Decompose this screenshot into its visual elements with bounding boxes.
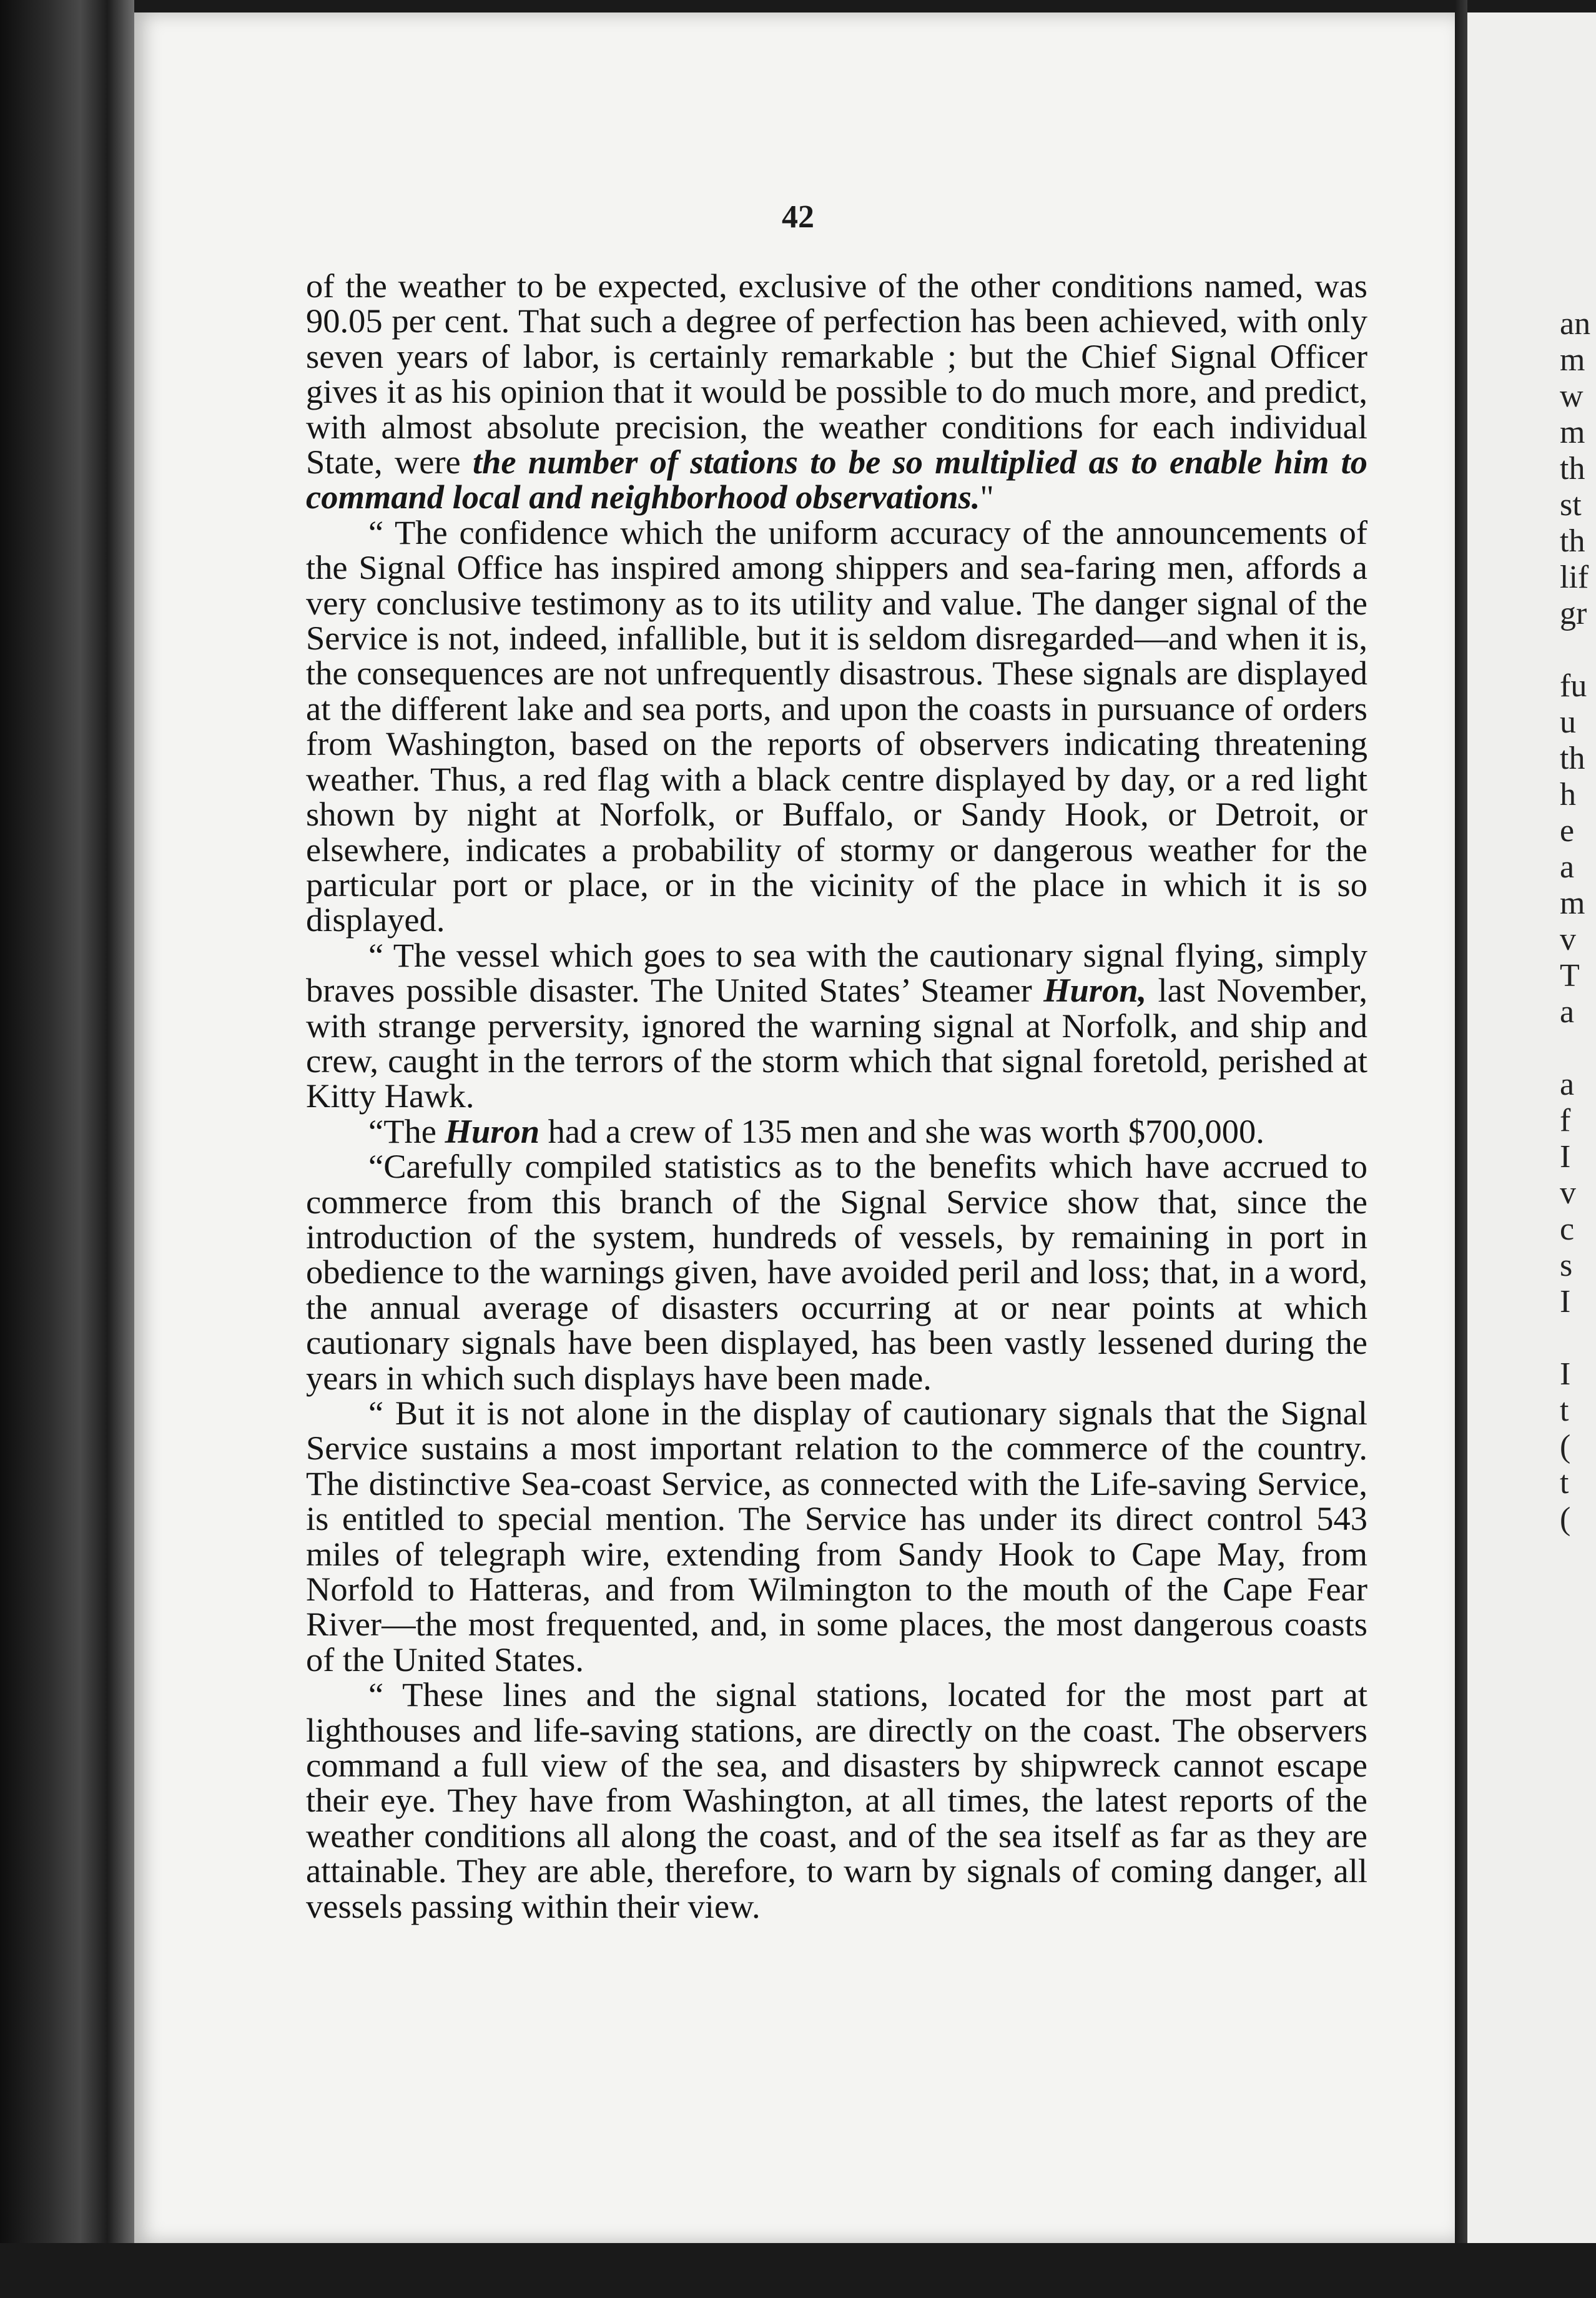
- adjacent-page-fragment: f: [1560, 1103, 1571, 1138]
- adjacent-page-fragment: [1560, 1574, 1596, 1610]
- adjacent-page-fragment: s: [1560, 1248, 1573, 1283]
- adjacent-page-fragment: h: [1560, 777, 1576, 812]
- adjacent-page-fragment: (: [1560, 1501, 1571, 1537]
- adjacent-page-fragment: I: [1560, 1356, 1571, 1392]
- adjacent-page-fragment: a: [1560, 994, 1575, 1030]
- adjacent-page-fragment: st: [1560, 487, 1582, 523]
- adjacent-page-fragment: [1560, 2189, 1596, 2226]
- text-run: “ The vessel which goes to sea with the cautionary signal flying, simply braves possible disaster. The United States’ Steamer: [306, 935, 1367, 1010]
- adjacent-page-fragment: w: [1560, 378, 1584, 414]
- adjacent-page-fragment: [1560, 1537, 1596, 1574]
- adjacent-page-fragment: [1560, 1682, 1596, 1719]
- adjacent-page-fragment: t: [1560, 1465, 1569, 1501]
- adjacent-page-fragment: [1560, 2226, 1596, 2262]
- adjacent-page-fragment: e: [1560, 813, 1575, 849]
- book-spine: [0, 0, 134, 2243]
- adjacent-page-fragment: [1560, 2044, 1596, 2081]
- adjacent-page-fragment: m: [1560, 342, 1585, 378]
- adjacent-page-fragment: [1560, 1863, 1596, 1900]
- adjacent-page-fragment: [1560, 1827, 1596, 1863]
- paragraph: [306, 1677, 1367, 1924]
- body-text: [306, 269, 1367, 1924]
- text-run: “ But it is not alone in the display of cautionary signals that the Signal Service sustains a most important relation to the commerce of the country. The distinctive Sea-coast Service, as connected with the Life-saving Service, is entitled to special mention. The Service has under its direct control 543 miles of telegraph wire, extending from Sandy Hook to Cape May, from Norfold to Hatteras, and from Wilmington to the mouth of the Cape Fear River—the most frequented, and, in some places, the most dangerous coasts of the United States.: [306, 1394, 1367, 1679]
- adjacent-page-fragment: [1560, 1646, 1596, 1682]
- adjacent-page-fragment: [1560, 1755, 1596, 1791]
- adjacent-page-fragment: [1560, 1719, 1596, 1755]
- italic-text: Huron,: [1043, 971, 1147, 1010]
- text-run: last November, with strange perversity, ignored the warning signal at Norfolk, and ship and crew, caught in the terrors of the storm which that signal foretold, perished at Kitty Hawk.: [306, 971, 1368, 1115]
- adjacent-page-fragment: [1560, 1972, 1596, 2008]
- paragraph: [306, 515, 1367, 938]
- adjacent-page-fragment: [1560, 1610, 1596, 1646]
- text-run: “ The confidence which the uniform accuracy of the announcements of the Signal Office has inspired among shippers and sea-faring men, affords a very conclusive testimony as to its utility and value. The danger signal of the Service is not, indeed, infallible, but it is seldom disregarded—and when it is, the consequences are not unfrequently disastrous. These signals are displayed at the different lake and sea ports, and upon the coasts in pursuance of orders from Washington, based on the reports of observers indicating threatening weather. Thus, a red flag with a black centre displayed by day, or a red light shown by night at Norfolk, or Buffalo, or Sandy Hook, or Detroit, or elsewhere, indicates a probability of stormy or dangerous weather for the particular port or place, or in the vicinity of the place in which it is so displayed.: [306, 513, 1367, 939]
- text-run: “ These lines and the signal stations, located for the most part at lighthouses and life-saving stations, are directly on the coast. The observers command a full view of the sea, and disasters by shipwreck cannot escape their eye. They have from Washington, at all times, the latest reports of the weather conditions all along the coast, and of the sea itself as far as they are attainable. They are able, therefore, to warn by signals of coming danger, all vessels passing within their view.: [306, 1675, 1367, 1925]
- adjacent-page-fragment: t: [1560, 1393, 1569, 1428]
- adjacent-page-fragment: th: [1560, 451, 1585, 486]
- page-gutter: [1455, 0, 1467, 2243]
- adjacent-page-fragment: I: [1560, 1139, 1571, 1175]
- adjacent-page-text: [1560, 306, 1596, 2298]
- adjacent-page-fragment: gr: [1560, 596, 1587, 631]
- paragraph: [306, 935, 1368, 1115]
- adjacent-page-fragment: a: [1560, 849, 1575, 885]
- adjacent-page-fragment: a: [1560, 1067, 1575, 1102]
- adjacent-page-fragment: [1560, 1320, 1596, 1356]
- italic-text: the number of stations to be so multiplied as to enable him to command local and neighborhood observations.: [306, 443, 1367, 516]
- adjacent-page-fragment: [1560, 1900, 1596, 1936]
- paragraph: [306, 269, 1367, 515]
- page-number: 42: [782, 199, 814, 235]
- adjacent-page-fragment: m: [1560, 415, 1585, 450]
- adjacent-page-fragment: c: [1560, 1211, 1575, 1247]
- adjacent-page-fragment: [1560, 2117, 1596, 2153]
- adjacent-page-fragment: v: [1560, 1175, 1576, 1211]
- adjacent-page-fragment: [1560, 632, 1596, 668]
- adjacent-page-fragment: m: [1560, 885, 1585, 921]
- adjacent-page-fragment: [1560, 2081, 1596, 2117]
- adjacent-page-fragment: th: [1560, 741, 1585, 776]
- paragraph: [306, 1114, 1367, 1149]
- adjacent-page-fragment: v: [1560, 922, 1576, 957]
- adjacent-page-fragment: T: [1560, 958, 1580, 994]
- text-run: ": [980, 478, 994, 516]
- text-run: had a crew of 135 men and she was worth $700,000.: [539, 1112, 1264, 1150]
- paragraph: [306, 1149, 1367, 1396]
- adjacent-page-fragment: an: [1560, 306, 1591, 342]
- adjacent-page-fragment: [1560, 2262, 1596, 2298]
- adjacent-page-fragment: [1560, 1936, 1596, 1972]
- text-run: “Carefully compiled statistics as to the benefits which have accrued to commerce from this branch of the Signal Service show that, since the introduction of the system, hundreds of vessels, by remaining in port in obedience to the warnings given, have avoided peril and loss; that, in a word, the annual average of disasters occurring at or near points at which cautionary signals have been displayed, has been vastly lessened during the years in which such displays have been made.: [306, 1147, 1367, 1397]
- adjacent-page-fragment: [1560, 1030, 1596, 1067]
- text-run: of the weather to be expected, exclusive of the other conditions named, was 90.05 per cent. That such a degree of perfection has been achieved, with only seven years of labor, is certainly remarkable ; but the Chief Signal Officer gives it as his opinion that it would be possible to do much more, and predict, with almost absolute precision, the weather conditions for each individual State, were: [306, 267, 1367, 481]
- adjacent-page-fragment: lif: [1560, 560, 1589, 595]
- adjacent-page-fragment: (: [1560, 1429, 1571, 1464]
- adjacent-page-fragment: [1560, 2153, 1596, 2189]
- adjacent-page-fragment: I: [1560, 1284, 1571, 1319]
- adjacent-page-fragment: u: [1560, 704, 1576, 740]
- adjacent-page-fragment: th: [1560, 523, 1585, 559]
- adjacent-page-fragment: fu: [1560, 668, 1587, 704]
- italic-text: Huron: [445, 1112, 540, 1150]
- adjacent-page-fragment: [1560, 1791, 1596, 1827]
- adjacent-page-fragment: [1560, 2008, 1596, 2044]
- text-run: “The: [368, 1112, 445, 1150]
- paragraph: [306, 1396, 1367, 1677]
